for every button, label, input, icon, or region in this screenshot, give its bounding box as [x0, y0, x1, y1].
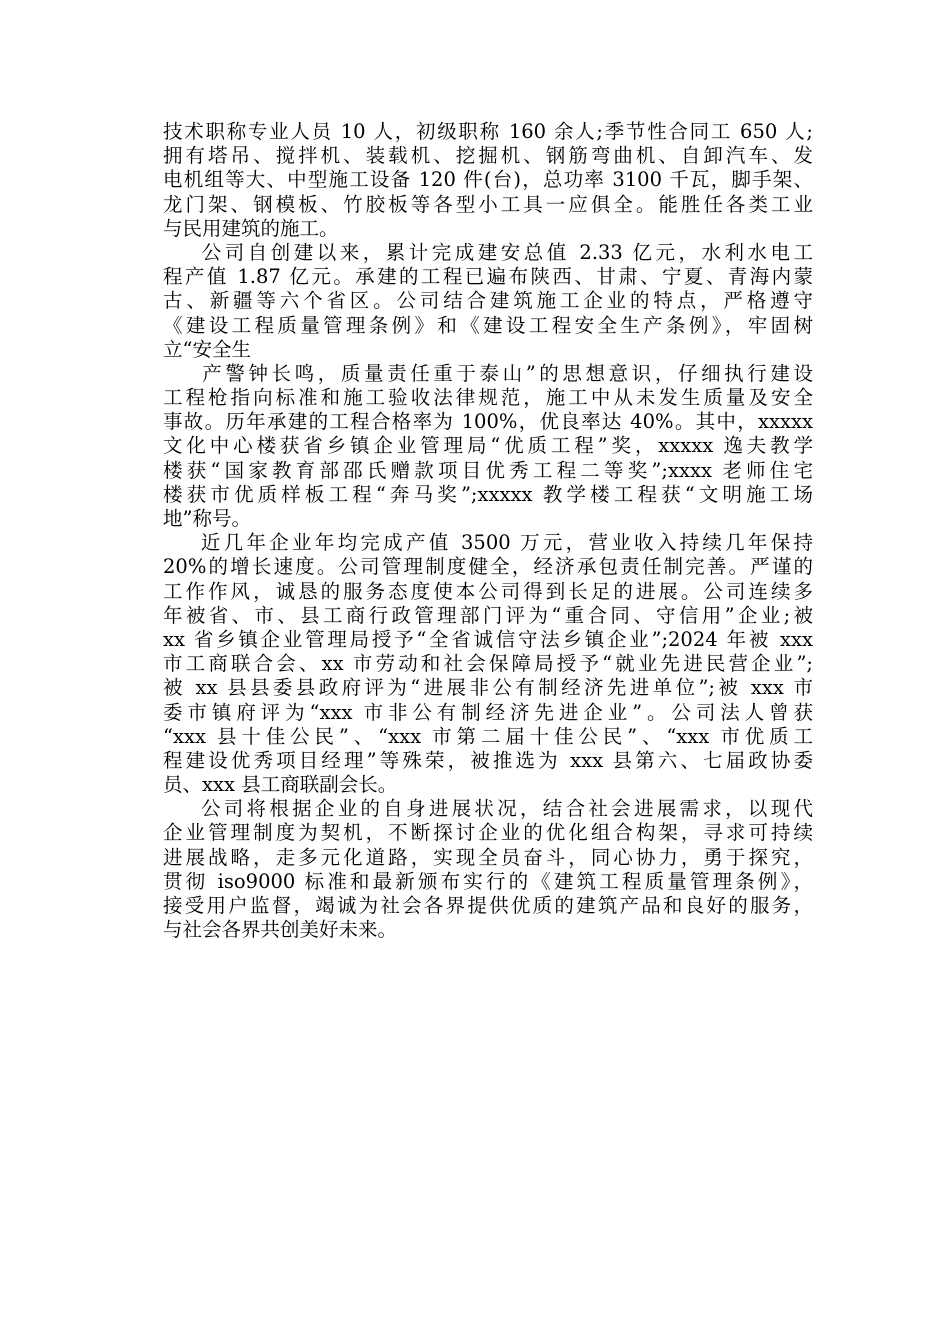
text-line: xx 省乡镇企业管理局授予“全省诚信守法乡镇企业”;2024 年被 xxx — [163, 627, 813, 651]
text-line: 产警钟长鸣，质量责任重于泰山”的思想意识，仔细执行建设 — [163, 361, 813, 385]
text-line: 与社会各界共创美好未来。 — [163, 918, 398, 942]
text-line: 拥有塔吊、搅拌机、装载机、挖掘机、钢筋弯曲机、自卸汽车、发 — [163, 144, 813, 168]
text-line: 工作作风，诚恳的服务态度使本公司得到长足的进展。公司连续多 — [163, 579, 813, 603]
text-line: 员、xxx 县工商联副会长。 — [163, 773, 398, 797]
text-line: 公司将根据企业的自身进展状况，结合社会进展需求，以现代 — [163, 797, 813, 821]
text-line: 20%的增长速度。公司管理制度健全，经济承包责任制完善。严谨的 — [163, 555, 813, 579]
text-line: 电机组等大、中型施工设备 120 件(台)，总功率 3100 千瓦，脚手架、 — [163, 168, 813, 192]
text-line: 事故。历年承建的工程合格率为 100%，优良率达 40%。其中，xxxxx — [163, 410, 813, 434]
text-line: 工程枪指向标准和施工验收法律规范，施工中从未发生质量及安全 — [163, 386, 813, 410]
text-line: 贯彻 iso9000 标准和最新颁布实行的《建筑工程质量管理条例》， — [163, 869, 813, 893]
document-body — [163, 120, 813, 942]
text-line: 市工商联合会、xx 市劳动和社会保障局授予“就业先进民营企业”; — [163, 652, 813, 676]
text-line: 程建设优秀项目经理”等殊荣，被推选为 xxx 县第六、七届政协委 — [163, 748, 813, 772]
text-line: 与民用建筑的施工。 — [163, 216, 339, 240]
text-line: 楼获市优质样板工程“奔马奖”;xxxxx 教学楼工程获“文明施工场 — [163, 482, 813, 506]
text-line: 被 xx 县县委县政府评为“进展非公有制经济先进单位”;被 xxx 市 — [163, 676, 813, 700]
text-line: 楼获“国家教育部邵氏赠款项目优秀工程二等奖”;xxxx 老师住宅 — [163, 458, 813, 482]
text-line: 地”称号。 — [163, 507, 251, 530]
text-line: 程产值 1.87 亿元。承建的工程已遍布陕西、甘肃、宁夏、青海内蒙 — [163, 265, 813, 289]
text-line: 年被省、市、县工商行政管理部门评为“重合同、守信用”企业;被 — [163, 603, 813, 627]
text-line: 古、新疆等六个省区。公司结合建筑施工企业的特点，严格遵守 — [163, 289, 813, 313]
text-line: 公司自创建以来，累计完成建安总值 2.33 亿元，水利水电工 — [163, 240, 813, 264]
text-line: 《建设工程质量管理条例》和《建设工程安全生产条例》，牢固树 — [163, 313, 813, 337]
text-line: 接受用户监督，竭诚为社会各界提供优质的建筑产品和良好的服务， — [163, 894, 813, 917]
text-line: 技术职称专业人员 10 人，初级职称 160 余人;季节性合同工 650 人; — [163, 120, 813, 143]
text-line: “xxx 县十佳公民”、“xxx 市第二届十佳公民”、“xxx 市优质工 — [163, 724, 813, 748]
text-line: 企业管理制度为契机，不断探讨企业的优化组合构架，寻求可持续 — [163, 821, 813, 845]
text-line: 委市镇府评为“xxx 市非公有制经济先进企业”。公司法人曾获 — [163, 700, 813, 724]
text-line: 文化中心楼获省乡镇企业管理局“优质工程”奖，xxxxx 逸夫教学 — [163, 434, 813, 458]
text-line: 立“安全生 — [163, 337, 251, 361]
text-line: 近几年企业年均完成产值 3500 万元，营业收入持续几年保持 — [163, 531, 813, 555]
text-line: 进展战略，走多元化道路，实现全员奋斗，同心协力，勇于探究， — [163, 845, 813, 869]
text-line: 龙门架、钢模板、竹胶板等各型小工具一应俱全。能胜任各类工业 — [163, 192, 813, 216]
